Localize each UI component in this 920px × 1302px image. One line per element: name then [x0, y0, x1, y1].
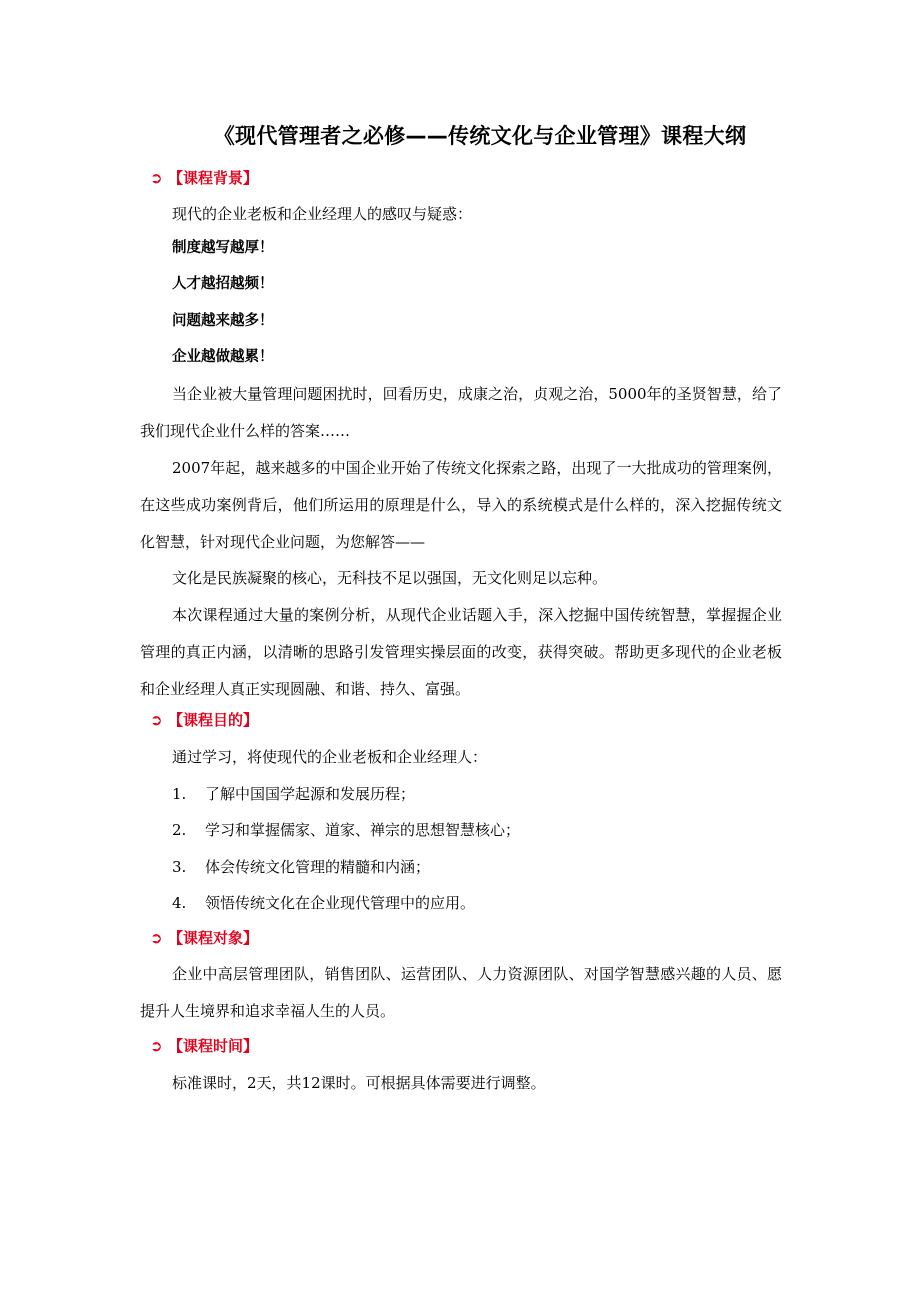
exclamation-line: 人才越招越频！ — [172, 276, 274, 292]
purpose-list-item — [172, 856, 430, 878]
purpose-list-item — [172, 819, 520, 841]
arrow-bullet-icon: ➲ — [150, 169, 163, 187]
purpose-intro: 通过学习，将使现代的企业老板和企业经理人： — [172, 748, 488, 766]
audience-text: 企业中高层管理团队，销售团队、运营团队、人力资源团队、对国学智慧感兴趣的人员、愿提升人生境界和追求幸福人生的人员。 — [140, 965, 782, 1020]
heading-label: 【课程对象】 — [168, 929, 259, 947]
section-heading-purpose — [150, 709, 258, 731]
exclamation-line: 企业越做越累！ — [172, 349, 274, 365]
section-heading-audience — [150, 927, 258, 949]
background-intro: 现代的企业老板和企业经理人的感叹与疑惑： — [172, 205, 473, 223]
background-paragraph-1: 当企业被大量管理问题困扰时，回看历史，成康之治，贞观之治，5000年的圣贤智慧，给了我们现代企业什么样的答案…… — [140, 385, 782, 440]
exclamation-line: 制度越写越厚！ — [172, 240, 274, 256]
background-paragraph-3: 文化是民族凝聚的核心，无科技不足以强国，无文化则足以忘种。 — [172, 569, 608, 587]
background-paragraph-2: 2007年起，越来越多的中国企业开始了传统文化探索之路，出现了一大批成功的管理案例，在这些成功案例背后，他们所运用的原理是什么，导入的系统模式是什么样的，深入挖掘传统文化智慧，针对现代企业问题，为您解答—— — [140, 459, 782, 551]
heading-label: 【课程目的】 — [168, 711, 259, 729]
list-text: 领悟传统文化在企业现代管理中的应用。 — [205, 894, 476, 912]
list-number: 2. — [172, 821, 187, 839]
document-title: 《现代管理者之必修——传统文化与企业管理》课程大纲 — [213, 124, 747, 148]
section-heading-background — [150, 167, 258, 189]
purpose-list-item — [172, 892, 475, 914]
background-paragraph-4: 本次课程通过大量的案例分析，从现代企业话题入手，深入挖掘中国传统智慧，掌握握企业管理的真正内涵，以清晰的思路引发管理实操层面的改变，获得突破。帮助更多现代的企业老板和企业经理人真正实现圆融、和谐、持久、富强。 — [140, 606, 782, 698]
arrow-bullet-icon: ➲ — [150, 929, 163, 947]
exclamation-line: 问题越来越多！ — [172, 313, 274, 329]
list-number: 1. — [172, 785, 187, 803]
purpose-list-item — [172, 783, 415, 805]
section-heading-duration — [150, 1035, 258, 1057]
arrow-bullet-icon: ➲ — [150, 1037, 163, 1055]
list-number: 4. — [172, 894, 187, 912]
arrow-bullet-icon: ➲ — [150, 711, 163, 729]
list-text: 学习和掌握儒家、道家、禅宗的思想智慧核心； — [205, 821, 521, 839]
list-number: 3. — [172, 858, 187, 876]
heading-label: 【课程时间】 — [168, 1037, 259, 1055]
list-text: 体会传统文化管理的精髓和内涵； — [205, 858, 431, 876]
heading-label: 【课程背景】 — [168, 169, 259, 187]
duration-text: 标准课时，2天，共12课时。可根据具体需要进行调整。 — [172, 1074, 546, 1092]
list-text: 了解中国国学起源和发展历程； — [205, 785, 416, 803]
